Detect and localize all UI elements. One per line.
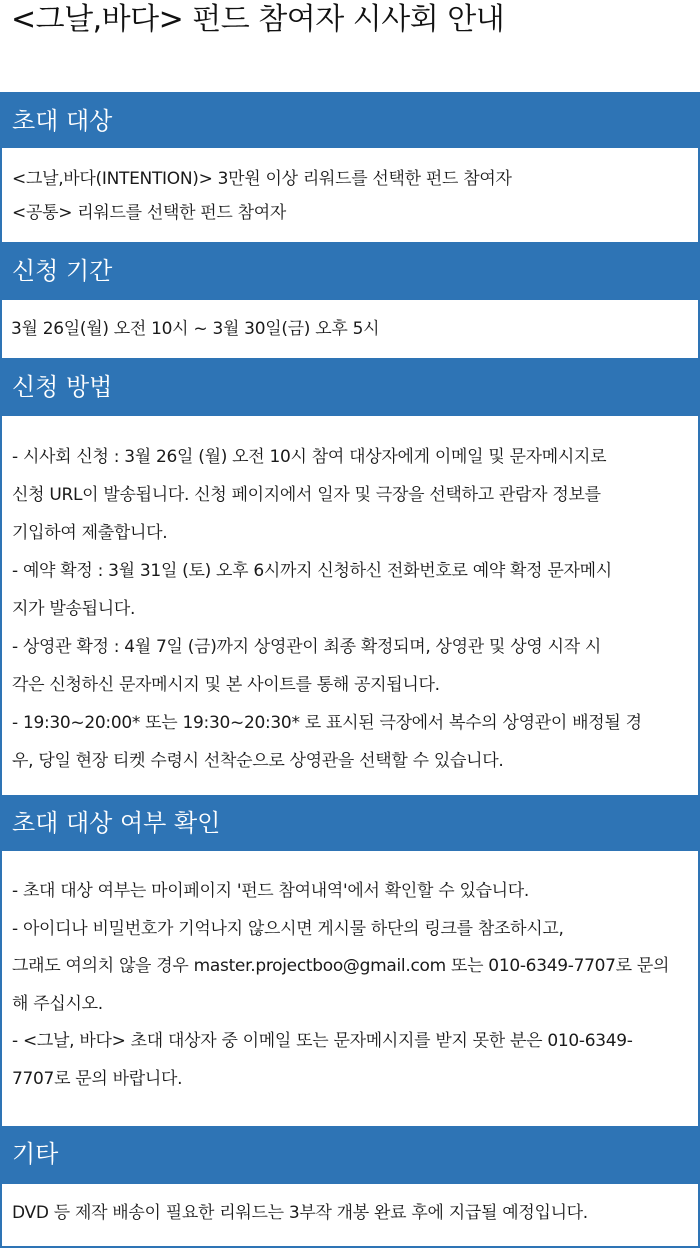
notice-content xyxy=(0,92,700,1248)
body-line: - 예약 확정 : 3월 31일 (토) 오후 6시까지 신청하신 전화번호로 예약 확정 문자메시 xyxy=(12,561,612,581)
section-body xyxy=(2,851,698,1126)
body-line: DVD 등 제작 배송이 필요한 리워드는 3부작 개봉 완료 후에 지급될 예정입니다. xyxy=(12,1203,588,1223)
section-application-method xyxy=(0,358,700,795)
body-line: <그날,바다(INTENTION)> 3만원 이상 리워드를 선택한 펀드 참여자 xyxy=(12,169,512,189)
body-line: 3월 26일(월) 오전 10시 ~ 3월 30일(금) 오후 5시 xyxy=(11,319,380,339)
body-line: 해 주십시오. xyxy=(12,993,103,1014)
body-line: - 19:30~20:00* 또는 19:30~20:30* 로 표시된 극장에서 복수의 상영관이 배정될 경 xyxy=(12,713,642,733)
body-line: 지가 발송됩니다. xyxy=(12,599,136,619)
section-heading: 초대 대상 여부 확인 xyxy=(2,795,698,851)
section-body xyxy=(2,148,698,242)
body-line: 우, 당일 현장 티켓 수령시 선착순으로 상영관을 선택할 수 있습니다. xyxy=(12,751,504,771)
section-heading: 신청 방법 xyxy=(2,358,698,416)
section-invitation-target xyxy=(0,92,700,242)
body-line: - 초대 대상 여부는 마이페이지 '펀드 참여내역'에서 확인할 수 있습니다. xyxy=(12,881,530,901)
body-line: 기입하여 제출합니다. xyxy=(12,523,168,543)
section-eligibility-check xyxy=(0,795,700,1126)
section-body xyxy=(2,1184,698,1248)
section-heading: 신청 기간 xyxy=(2,242,698,300)
body-line: 신청 URL이 발송됩니다. 신청 페이지에서 일자 및 극장을 선택하고 관람자 정보를 xyxy=(12,485,601,505)
section-heading: 초대 대상 xyxy=(2,92,698,148)
section-application-period xyxy=(0,242,700,358)
body-line: 7707로 문의 바랍니다. xyxy=(12,1068,183,1089)
body-line: - 상영관 확정 : 4월 7일 (금)까지 상영관이 최종 확정되며, 상영관 및 상영 시작 시 xyxy=(12,637,602,657)
body-line: 그래도 여의치 않을 경우 master.projectboo@gmail.com 또는 010-6349-7707로 문의 xyxy=(12,956,670,976)
body-line: 각은 신청하신 문자메시지 및 본 사이트를 통해 공지됩니다. xyxy=(12,675,440,695)
section-heading: 기타 xyxy=(2,1126,698,1184)
body-line: - 시사회 신청 : 3월 26일 (월) 오전 10시 참여 대상자에게 이메일 및 문자메시지로 xyxy=(12,447,607,467)
section-body xyxy=(2,416,698,795)
section-body xyxy=(2,300,698,358)
page-title: <그날,바다> 펀드 참여자 시사회 안내 xyxy=(11,2,505,37)
body-line: - <그날, 바다> 초대 대상자 중 이메일 또는 문자메시지를 받지 못한 분은 010-6349- xyxy=(12,1031,633,1051)
section-other xyxy=(0,1126,700,1248)
body-line: - 아이디나 비밀번호가 기억나지 않으시면 게시물 하단의 링크를 참조하시고, xyxy=(12,918,564,939)
body-line: <공통> 리워드를 선택한 펀드 참여자 xyxy=(12,203,287,223)
